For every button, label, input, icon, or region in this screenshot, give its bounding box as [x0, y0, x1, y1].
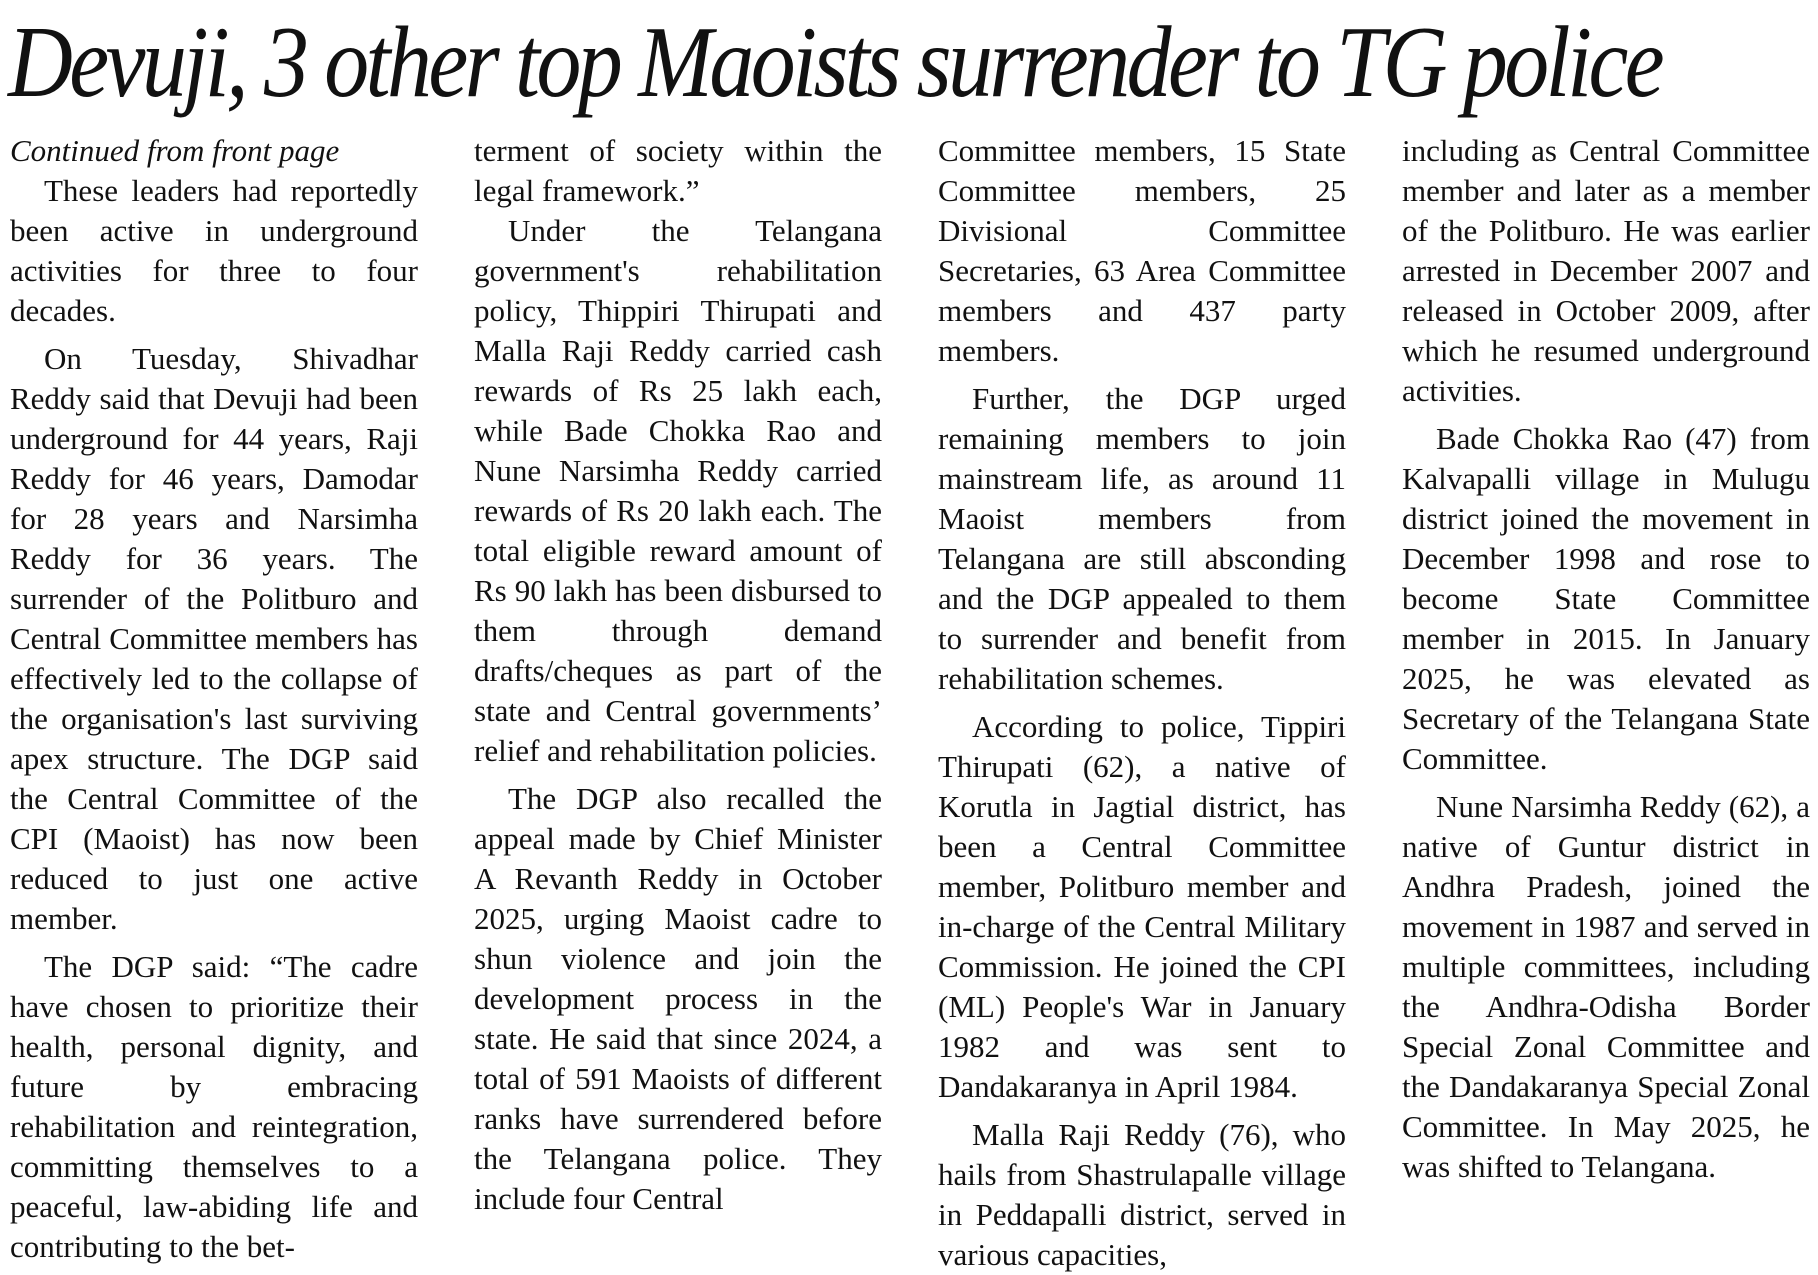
article-column-4 [1402, 131, 1810, 1250]
paragraph: Bade Chokka Rao (47) from Kalvapalli village in Mulugu district joined the movement in December 1998 and rose to become State Committee member in 2015. In January 2025, he was elevated as Secretary of the Telangana State Committee. [1402, 421, 1810, 776]
continued-from-front-page: Continued from front page [10, 133, 340, 168]
paragraph-continuation: terment of society within the legal framework.” [474, 133, 882, 208]
paragraph: Further, the DGP urged remaining members to join mainstream life, as around 11 Maoist members from Telangana are still absconding and the DGP appealed to them to surrender and benefit from rehabilitation schemes. [938, 381, 1346, 696]
paragraph: Malla Raji Reddy (76), who hails from Shastrulapalle village in Peddapalli district, served in various capacities, [938, 1117, 1346, 1272]
paragraph: Under the Telangana government's rehabilitation policy, Thippiri Thirupati and Malla Raji Reddy carried cash rewards of Rs 25 lakh each, while Bade Chokka Rao and Nune Narsimha Reddy carried rewards of Rs 20 lakh each. The total eligible reward amount of Rs 90 lakh has been disbursed to them through demand drafts/cheques as part of the state and Central governments’ relief and rehabilitation policies. [474, 213, 882, 768]
article-column-3 [938, 131, 1346, 1272]
paragraph-continuation: including as Central Committee member and later as a member of the Politburo. He was earlier arrested in December 2007 and released in October 2009, after which he resumed underground activities. [1402, 133, 1810, 408]
paragraph: Nune Narsimha Reddy (62), a native of Guntur district in Andhra Pradesh, joined the movement in 1987 and served in multiple committees, including the Andhra-Odisha Border Special Zonal Committee and the Dandakaranya Special Zonal Committee. In May 2025, he was shifted to Telangana. [1402, 789, 1810, 1184]
paragraph: On Tuesday, Shivadhar Reddy said that Devuji had been underground for 44 years, Raji Reddy for 46 years, Damodar for 28 years and Narsimha Reddy for 36 years. The surrender of the Politburo and Central Committee members has effectively led to the collapse of the organisation's last surviving apex structure. The DGP said the Central Committee of the CPI (Maoist) has now been reduced to just one active member. [10, 341, 418, 936]
article-column-2 [474, 131, 882, 1250]
article-column-1 [10, 131, 418, 1264]
article-body [10, 131, 1810, 1272]
paragraph-continuation: Committee members, 15 State Committee members, 25 Divisional Committee Secretaries, 63 Area Committee members and 437 party members. [938, 133, 1346, 368]
paragraph: These leaders had reportedly been active in underground activities for three to four decades. [10, 173, 418, 328]
headline: Devuji, 3 other top Maoists surrender to TG police [8, 6, 1662, 119]
paragraph: The DGP said: “The cadre have chosen to prioritize their health, personal dignity, and future by embracing rehabilitation and reintegration, committing themselves to a peaceful, law-abiding life and contributing to the bet- [10, 949, 418, 1264]
paragraph: The DGP also recalled the appeal made by Chief Minister A Revanth Reddy in October 2025, urging Maoist cadre to shun violence and join the development process in the state. He said that since 2024, a total of 591 Maoists of different ranks have surrendered before the Telangana police. They include four Central [474, 781, 882, 1216]
paragraph: According to police, Tippiri Thirupati (62), a native of Korutla in Jagtial district, has been a Central Committee member, Politburo member and in-charge of the Central Military Commission. He joined the CPI (ML) People's War in January 1982 and was sent to Dandakaranya in April 1984. [938, 709, 1346, 1104]
